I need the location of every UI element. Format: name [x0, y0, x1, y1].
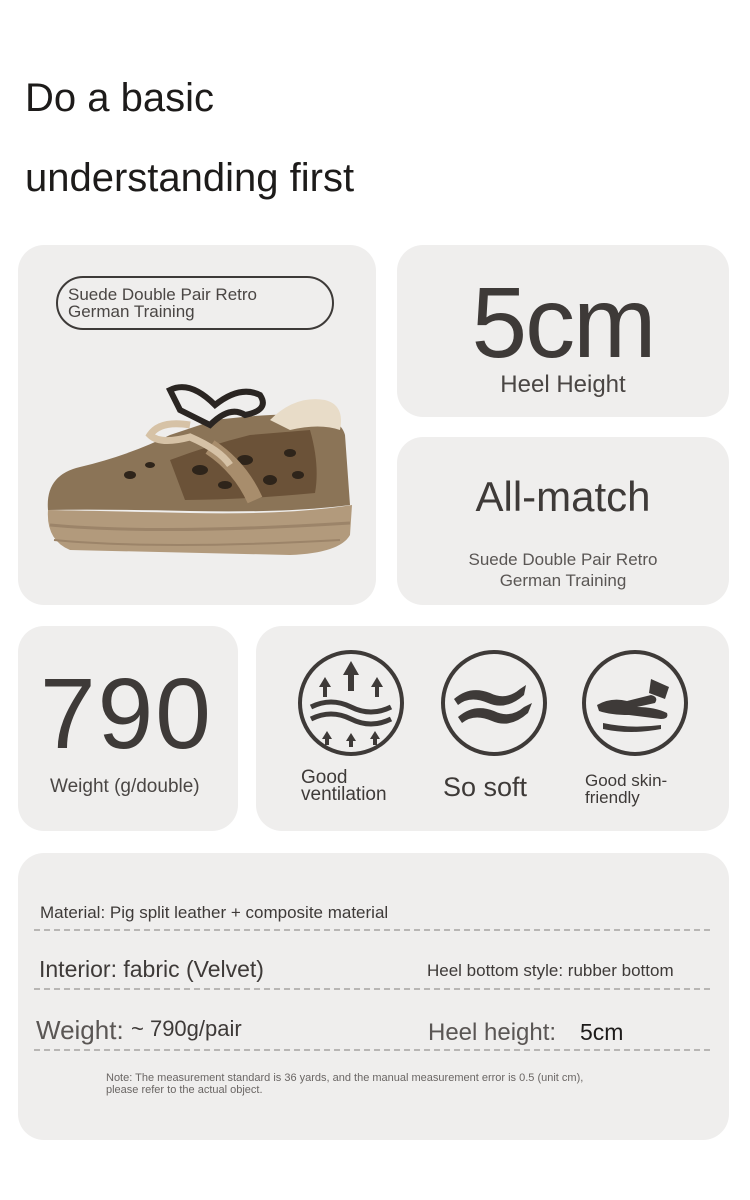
- feature-skin-friendly-label: [585, 772, 667, 806]
- features-card: [256, 626, 729, 831]
- feature-skin-line-1: Good skin-: [585, 771, 668, 790]
- heel-height-value: 5cm: [471, 267, 655, 379]
- product-tag-line-2: German Training: [68, 302, 195, 321]
- style-subtitle-line-2: German Training: [499, 571, 627, 590]
- divider: [34, 988, 710, 990]
- weight-value: 790: [40, 658, 213, 770]
- measurement-note: Note: The measurement standard is 36 yards, and the manual measurement error is 0.5 (unit cm), please refer to the actual object.: [106, 1072, 584, 1096]
- ventilation-icon: [297, 649, 405, 757]
- heading-line-1: Do a basic: [25, 76, 214, 120]
- shoe-image: [40, 375, 360, 575]
- product-tag: [56, 276, 334, 330]
- spec-heel-height-label: Heel height:: [428, 1019, 557, 1046]
- feature-soft-label: So soft: [443, 772, 528, 802]
- product-tag-line-1: Suede Double Pair Retro: [68, 285, 258, 304]
- specifications-card: [18, 853, 729, 1140]
- weight-card: [18, 626, 238, 831]
- feature-ventilation-line-2: ventilation: [301, 784, 387, 805]
- spec-interior: Interior: fabric (Velvet): [39, 956, 264, 982]
- spec-material: Material: Pig split leather + composite material: [40, 903, 389, 922]
- feature-skin-line-2: friendly: [585, 788, 640, 807]
- spec-weight-label: Weight:: [36, 1015, 124, 1045]
- style-card: [397, 437, 729, 605]
- weight-label: Weight (g/double): [50, 776, 200, 797]
- feature-ventilation-line-1: Good: [301, 767, 348, 788]
- product-card: [18, 245, 376, 605]
- feature-ventilation-label: [301, 769, 387, 803]
- style-title: All-match: [475, 473, 651, 520]
- divider: [34, 1049, 710, 1051]
- heel-height-card: [397, 245, 729, 417]
- skin-friendly-icon: [581, 649, 689, 757]
- divider: [34, 929, 710, 931]
- style-subtitle: [397, 549, 729, 591]
- style-subtitle-line-1: Suede Double Pair Retro: [468, 550, 658, 569]
- soft-icon: [440, 649, 548, 757]
- spec-weight-value: ~ 790g/pair: [131, 1016, 242, 1041]
- spec-heel-bottom: Heel bottom style: rubber bottom: [427, 961, 674, 980]
- heading-line-2: understanding first: [25, 156, 355, 200]
- heel-height-label: Heel Height: [500, 371, 626, 398]
- spec-heel-height-value: 5cm: [580, 1019, 624, 1045]
- page-heading: [25, 58, 354, 218]
